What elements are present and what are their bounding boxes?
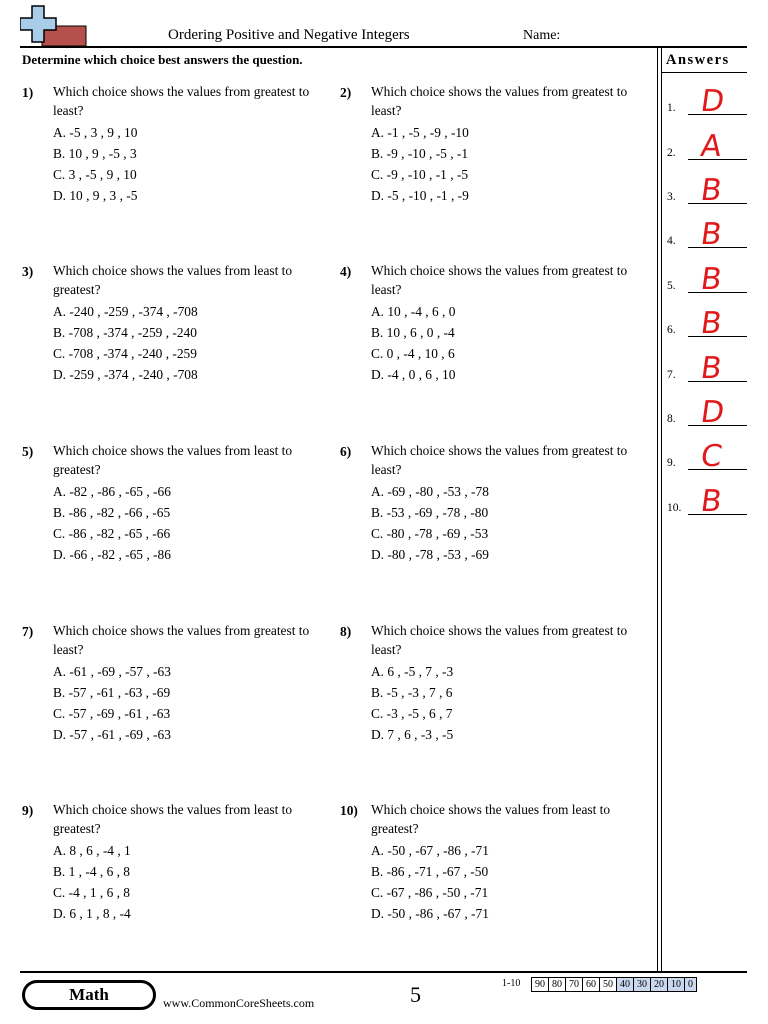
option-b: B. -5 , -3 , 7 , 6 bbox=[371, 685, 453, 700]
option-d: D. -66 , -82 , -65 , -86 bbox=[53, 547, 171, 562]
header-rule bbox=[20, 46, 747, 48]
subject-badge: Math bbox=[22, 980, 156, 1010]
site-url[interactable]: www.CommonCoreSheets.com bbox=[163, 996, 315, 1010]
answer-number: 6. bbox=[667, 324, 676, 336]
question-stem: Which choice shows the values from greatest to least? bbox=[371, 623, 628, 657]
page-title: Ordering Positive and Negative Integers bbox=[168, 27, 410, 43]
question-number: 9) bbox=[22, 803, 34, 818]
instructions: Determine which choice best answers the question. bbox=[22, 52, 303, 67]
option-c: C. -67 , -86 , -50 , -71 bbox=[371, 885, 489, 900]
option-c: C. -80 , -78 , -69 , -53 bbox=[371, 526, 489, 541]
answer-row[interactable] bbox=[667, 217, 747, 252]
option-c: C. -9 , -10 , -1 , -5 bbox=[371, 167, 469, 182]
option-b: B. -86 , -82 , -66 , -65 bbox=[53, 505, 171, 520]
handwritten-answer: B bbox=[698, 484, 725, 519]
question-number: 5) bbox=[22, 444, 34, 459]
answer-column-border bbox=[657, 47, 658, 972]
option-a: A. -82 , -86 , -65 , -66 bbox=[53, 484, 171, 499]
option-a: A. 10 , -4 , 6 , 0 bbox=[371, 304, 456, 319]
option-a: A. -61 , -69 , -57 , -63 bbox=[53, 664, 171, 679]
option-a: A. 6 , -5 , 7 , -3 bbox=[371, 664, 454, 679]
option-c: C. -57 , -69 , -61 , -63 bbox=[53, 706, 171, 721]
name-label: Name: bbox=[523, 28, 561, 43]
option-a: A. -1 , -5 , -9 , -10 bbox=[371, 125, 469, 140]
handwritten-answer: B bbox=[698, 173, 725, 208]
option-a: A. -5 , 3 , 9 , 10 bbox=[53, 125, 138, 140]
question-number: 6) bbox=[340, 444, 352, 459]
option-b: B. -86 , -71 , -67 , -50 bbox=[371, 864, 489, 879]
score-cell: 90 bbox=[532, 978, 549, 992]
option-b: B. -9 , -10 , -5 , -1 bbox=[371, 146, 469, 161]
answer-number: 5. bbox=[667, 280, 676, 292]
option-a: A. -50 , -67 , -86 , -71 bbox=[371, 843, 489, 858]
answer-row[interactable] bbox=[667, 484, 747, 519]
handwritten-answer: C bbox=[698, 439, 725, 474]
handwritten-answer: A bbox=[698, 129, 724, 164]
score-cell: 70 bbox=[566, 978, 583, 992]
question-stem: Which choice shows the values from least to greatest? bbox=[53, 443, 293, 477]
option-c: C. -3 , -5 , 6 , 7 bbox=[371, 706, 453, 721]
answer-row[interactable] bbox=[667, 395, 747, 430]
handwritten-answer: B bbox=[698, 262, 725, 297]
score-range-label: 1-10 bbox=[502, 978, 521, 989]
score-cell: 80 bbox=[549, 978, 566, 992]
score-cell: 10 bbox=[668, 978, 685, 992]
handwritten-answer: D bbox=[698, 395, 727, 430]
answer-row[interactable] bbox=[667, 129, 747, 164]
page-number: 5 bbox=[410, 982, 421, 1007]
score-cell: 40 bbox=[617, 978, 634, 992]
option-c: C. 3 , -5 , 9 , 10 bbox=[53, 167, 137, 182]
option-b: B. -708 , -374 , -259 , -240 bbox=[53, 325, 197, 340]
question-number: 10) bbox=[340, 803, 358, 818]
option-c: C. 0 , -4 , 10 , 6 bbox=[371, 346, 455, 361]
option-d: D. -50 , -86 , -67 , -71 bbox=[371, 906, 489, 921]
answer-row[interactable] bbox=[667, 439, 747, 474]
question-stem: Which choice shows the values from least to greatest? bbox=[371, 802, 611, 836]
option-a: A. -69 , -80 , -53 , -78 bbox=[371, 484, 489, 499]
option-c: C. -86 , -82 , -65 , -66 bbox=[53, 526, 171, 541]
question-stem: Which choice shows the values from greatest to least? bbox=[371, 263, 628, 297]
handwritten-answer: B bbox=[698, 217, 725, 252]
answer-number: 4. bbox=[667, 235, 676, 247]
question-stem: Which choice shows the values from least to greatest? bbox=[53, 263, 293, 297]
footer-rule bbox=[20, 971, 747, 973]
option-b: B. 10 , 9 , -5 , 3 bbox=[53, 146, 137, 161]
answer-row[interactable] bbox=[667, 173, 747, 208]
option-d: D. -80 , -78 , -53 , -69 bbox=[371, 547, 489, 562]
option-b: B. -53 , -69 , -78 , -80 bbox=[371, 505, 489, 520]
option-d: D. -5 , -10 , -1 , -9 bbox=[371, 188, 469, 203]
answers-title: Answers bbox=[666, 52, 730, 68]
score-cell: 20 bbox=[651, 978, 668, 992]
answer-row[interactable] bbox=[667, 84, 747, 119]
option-b: B. 1 , -4 , 6 , 8 bbox=[53, 864, 130, 879]
option-a: A. -240 , -259 , -374 , -708 bbox=[53, 304, 198, 319]
question-number: 7) bbox=[22, 624, 34, 639]
answer-column-border bbox=[661, 47, 662, 972]
option-d: D. -259 , -374 , -240 , -708 bbox=[53, 367, 198, 382]
option-d: D. -4 , 0 , 6 , 10 bbox=[371, 367, 456, 382]
option-d: D. 7 , 6 , -3 , -5 bbox=[371, 727, 454, 742]
option-d: D. 6 , 1 , 8 , -4 bbox=[53, 906, 131, 921]
answer-row[interactable] bbox=[667, 351, 747, 386]
question-stem: Which choice shows the values from least to greatest? bbox=[53, 802, 293, 836]
handwritten-answer: B bbox=[698, 351, 725, 386]
option-c: C. -708 , -374 , -240 , -259 bbox=[53, 346, 197, 361]
answer-row[interactable] bbox=[667, 262, 747, 297]
logo-icon bbox=[20, 4, 90, 50]
question-number: 8) bbox=[340, 624, 352, 639]
option-d: D. 10 , 9 , 3 , -5 bbox=[53, 188, 138, 203]
score-cell: 0 bbox=[685, 978, 697, 992]
question-number: 1) bbox=[22, 85, 34, 100]
option-d: D. -57 , -61 , -69 , -63 bbox=[53, 727, 171, 742]
answer-number: 7. bbox=[667, 369, 676, 381]
score-cell: 30 bbox=[634, 978, 651, 992]
question-stem: Which choice shows the values from greatest to least? bbox=[371, 84, 628, 118]
score-cell: 50 bbox=[600, 978, 617, 992]
option-b: B. -57 , -61 , -63 , -69 bbox=[53, 685, 171, 700]
answer-row[interactable] bbox=[667, 306, 747, 341]
handwritten-answer: D bbox=[698, 84, 727, 119]
answers-title-rule bbox=[662, 72, 747, 73]
question-stem: Which choice shows the values from greatest to least? bbox=[53, 623, 310, 657]
option-b: B. 10 , 6 , 0 , -4 bbox=[371, 325, 455, 340]
question-number: 3) bbox=[22, 264, 34, 279]
answer-number: 3. bbox=[667, 191, 676, 203]
question-stem: Which choice shows the values from greatest to least? bbox=[53, 84, 310, 118]
option-c: C. -4 , 1 , 6 , 8 bbox=[53, 885, 130, 900]
option-a: A. 8 , 6 , -4 , 1 bbox=[53, 843, 131, 858]
question-stem: Which choice shows the values from greatest to least? bbox=[371, 443, 628, 477]
score-cell: 60 bbox=[583, 978, 600, 992]
score-table bbox=[531, 977, 697, 992]
answer-number: 8. bbox=[667, 413, 676, 425]
answer-number: 1. bbox=[667, 102, 676, 114]
question-number: 4) bbox=[340, 264, 352, 279]
handwritten-answer: B bbox=[698, 306, 725, 341]
answer-number: 10. bbox=[667, 502, 682, 514]
question-number: 2) bbox=[340, 85, 352, 100]
answer-number: 2. bbox=[667, 147, 676, 159]
answer-number: 9. bbox=[667, 457, 676, 469]
